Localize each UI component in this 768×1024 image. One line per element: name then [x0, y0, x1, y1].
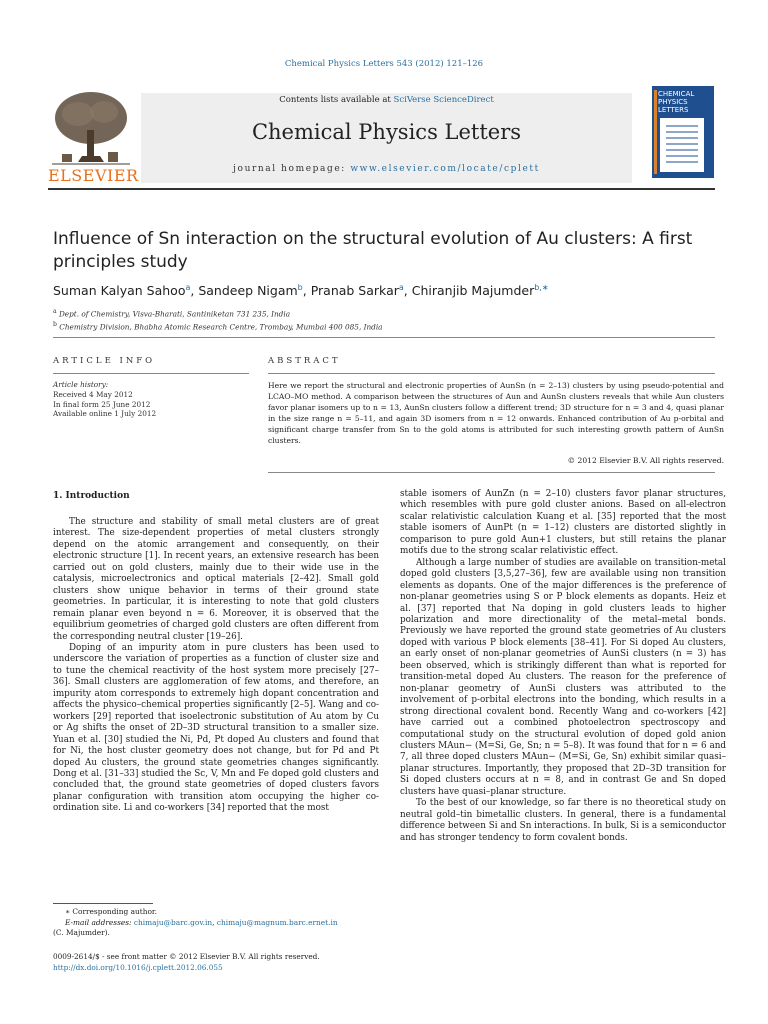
- section-heading-introduction: 1. Introduction: [53, 491, 130, 501]
- affiliation-item: [53, 307, 693, 320]
- author-name[interactable]: Chiranjib Majumder: [411, 283, 535, 299]
- author-sup[interactable]: b: [297, 283, 303, 292]
- email-owner: (C. Majumder).: [53, 928, 110, 937]
- author-name[interactable]: Pranab Sarkar: [310, 283, 399, 299]
- abstract-text: Here we report the structural and electronic properties of AunSn (n = 2–13) clusters by using pseudo-potential and LCAO–MO method. A comparison between the structures of Aun and AunSn clusters reveals that while Aun clusters favor planar isomers up to n = 13, AunSn clusters follow a different trend; 3D structure for n = 3 and 4, quasi planar in the size range n = 5–11, and again 3D isomers from n = 12 onwards. Enhanced contribution of Au p-orbital and significant charge transfer from Sn to the gold atoms is attributed for such interesting growth pattern of AunSn clusters.: [268, 381, 724, 445]
- affiliation-item: [53, 320, 693, 333]
- abstract-copyright: © 2012 Elsevier B.V. All rights reserved.: [567, 456, 724, 465]
- section-rule: [53, 337, 715, 338]
- online-date: Available online 1 July 2012: [53, 409, 157, 419]
- affiliations: [53, 307, 693, 333]
- author-list: Suman Kalyan Sahoo$^a$, Sandeep Nigam$^b$, Pranab Sarkar$^a$, Chiranjib Majumder$^{b,∗}$: [53, 283, 549, 299]
- abstract-bottom-rule: [268, 472, 715, 473]
- body-column-left: [53, 517, 379, 815]
- homepage-link[interactable]: www.elsevier.com/locate/cplett: [350, 164, 540, 174]
- header-rule: [48, 188, 715, 190]
- history-label: Article history:: [53, 380, 109, 389]
- article-history: [53, 380, 249, 419]
- email-link[interactable]: chimaju@barc.gov.in: [133, 917, 213, 927]
- body-paragraph: Although a large number of studies are available on transition-metal doped gold clusters [3,5,27–36], few are available using non transition elements as dopants. One of the major differences is the preference of non-planar geometries using S or P block elements as dopants. Heiz et al. [37] reported that Na doping in gold clusters leads to higher polarization and more directionality of the metal–metal bonds. Previously we have reported the ground state geometries of Au clusters doped with various P block elements [38–41]. For Si doped Au clusters, an early onset of non-planar geometries of AunSi clusters (n = 3) has been observed, which is strikingly different than what is reported for transition-metal doped Au clusters. The reason for the preference of non-planar geometry of AunSi clusters was attributed to the involvement of p-orbital electrons into the bonding, which results in a strong directional covalent bond. Recently Wang and co-workers [42] have carried out a combined photoelectron spectroscopy and computational study on the structural evolution of doped gold anion clusters MAun− (M=Si, Ge, Sn; n = 5–8). It was found that for n = 6 and 7, all three doped clusters MAun− (M=Si, Ge, Sn) exhibit similar quasi–planar structures. Importantly, they proposed that 2D–3D transition for Si doped clusters occurs at n = 8, and in contrast Ge and Sn doped clusters have quasi–planar structure.: [400, 557, 726, 797]
- journal-cover[interactable]: [652, 86, 714, 178]
- author-sup[interactable]: b,∗: [534, 283, 549, 292]
- author-name[interactable]: Sandeep Nigam: [198, 283, 298, 299]
- body-paragraph: The structure and stability of small metal clusters are of great interest. The size-dependent properties of metal clusters strongly depend on the atomic arrangement and consequently, on their electronic structure [1]. In recent years, an extensive research has been carried out on gold clusters, mainly due to their wide use in the catalysis, microelectronics and optical materials [2–42]. Small gold clusters show unique behavior in terms of their ground state geometries. In particular, it is interesting to note that gold clusters remain planar even beyond n = 6. Moreover, it is observed that the equilibrium geometries of charged gold clusters are often different from the corresponding neutral cluster [19–26].: [53, 517, 379, 642]
- abstract-heading: ABSTRACT: [268, 356, 341, 366]
- footnote-rule: [53, 903, 153, 904]
- sciencedirect-link[interactable]: SciVerse ScienceDirect: [393, 95, 494, 105]
- homepage-prefix: journal homepage:: [233, 164, 351, 174]
- issn-line: 0009-2614/$ - see front matter © 2012 Elsevier B.V. All rights reserved.: [53, 952, 320, 961]
- final-form-date: In final form 25 June 2012: [53, 399, 151, 409]
- article-info-rule: [53, 373, 249, 374]
- elsevier-logo: [48, 86, 139, 186]
- contents-line: [141, 95, 632, 105]
- author-sup[interactable]: a: [398, 283, 404, 292]
- journal-title: Chemical Physics Letters: [251, 120, 522, 144]
- received-date: Received 4 May 2012: [53, 389, 133, 399]
- contents-prefix: Contents lists available at: [279, 95, 394, 105]
- affiliation-text: Dept. of Chemistry, Visva-Bharati, Santiniketan 731 235, India: [58, 309, 291, 319]
- cover-line-2: PHYSICS: [658, 98, 688, 106]
- abstract-rule: [268, 373, 715, 374]
- affiliation-sup: b: [53, 320, 57, 328]
- cover-line-1: CHEMICAL: [658, 90, 695, 98]
- journal-homepage: [141, 164, 632, 174]
- elsevier-wordmark: ELSEVIER: [48, 166, 139, 185]
- body-paragraph: stable isomers of AunZn (n = 2–10) clusters favor planar structures, which resembles with pure gold cluster anions. Based on all-electron scalar relativistic calculation Kuang et al. [35] reported that the most stable isomers of AunPt (n = 1–12) clusters are distorted slightly in comparison to pure gold Aun+1 clusters, but still retains the planar motifs due to the strong scalar relativistic effect.: [400, 489, 726, 557]
- cover-graphic-icon: [652, 86, 714, 178]
- body-paragraph: To the best of our knowledge, so far there is no theoretical study on neutral gold–tin bimetallic clusters. In general, there is a fundamental difference between Si and Sn interactions. In bulk, Si is a semiconductor and has stronger tendency to form covalent bonds.: [400, 798, 726, 843]
- affiliation-sup: a: [53, 308, 57, 315]
- affiliation-text: Chemistry Division, Bhabha Atomic Research Centre, Trombay, Mumbai 400 085, India: [59, 322, 383, 332]
- article-info-heading: ARTICLE INFO: [53, 356, 156, 366]
- body-paragraph: Doping of an impurity atom in pure clusters has been used to underscore the variation of properties as a function of cluster size and to tune the chemical reactivity of the host system more precisely [27–36]. Small clusters are agglomeration of few atoms, and therefore, an impurity atom corresponds to extremely high dopant concentration and affects the physico–chemical properties significantly [2–5]. Wang and co-workers [29] reported that isoelectronic substitution of Au atom by Cu or Ag shifts the onset of 2D–3D structural transition to a smaller size. Yuan et al. [30] studied the Ni, Pd, Pt doped Au clusters and found that for Ni, the host cluster geometry does not change, but for Pd and Pt doped Au clusters, the ground state geometries changes significantly. Dong et al. [31–33] studied the Sc, V, Mn and Fe doped gold clusters and concluded that, the ground state geometries of doped clusters favors planar configuration with transition atom occupying the higher co-ordination site. Li and co-workers [34] reported that the most: [53, 642, 379, 814]
- author-sup[interactable]: a: [185, 283, 191, 292]
- email-link[interactable]: chimaju@magnum.barc.ernet.in: [216, 917, 338, 927]
- email-label: E-mail addresses:: [65, 917, 134, 927]
- corresponding-author-footnote: ∗ Corresponding author. E-mail addresses: chimaju@barc.gov.in, chimaju@magnum.barc.ernet.in (C. Majumder).: [53, 907, 379, 939]
- corresponding-label: ∗ Corresponding author.: [65, 907, 157, 916]
- journal-citation[interactable]: Chemical Physics Letters 543 (2012) 121–126: [284, 59, 484, 69]
- issn-footer: [53, 952, 453, 973]
- body-column-right: [400, 489, 726, 844]
- cover-line-3: LETTERS: [658, 106, 689, 114]
- doi-link[interactable]: http://dx.doi.org/10.1016/j.cplett.2012.06.055: [53, 962, 223, 972]
- author-name[interactable]: Suman Kalyan Sahoo: [53, 283, 186, 299]
- article-title: Influence of Sn interaction on the structural evolution of Au clusters: A first principles study: [53, 229, 693, 272]
